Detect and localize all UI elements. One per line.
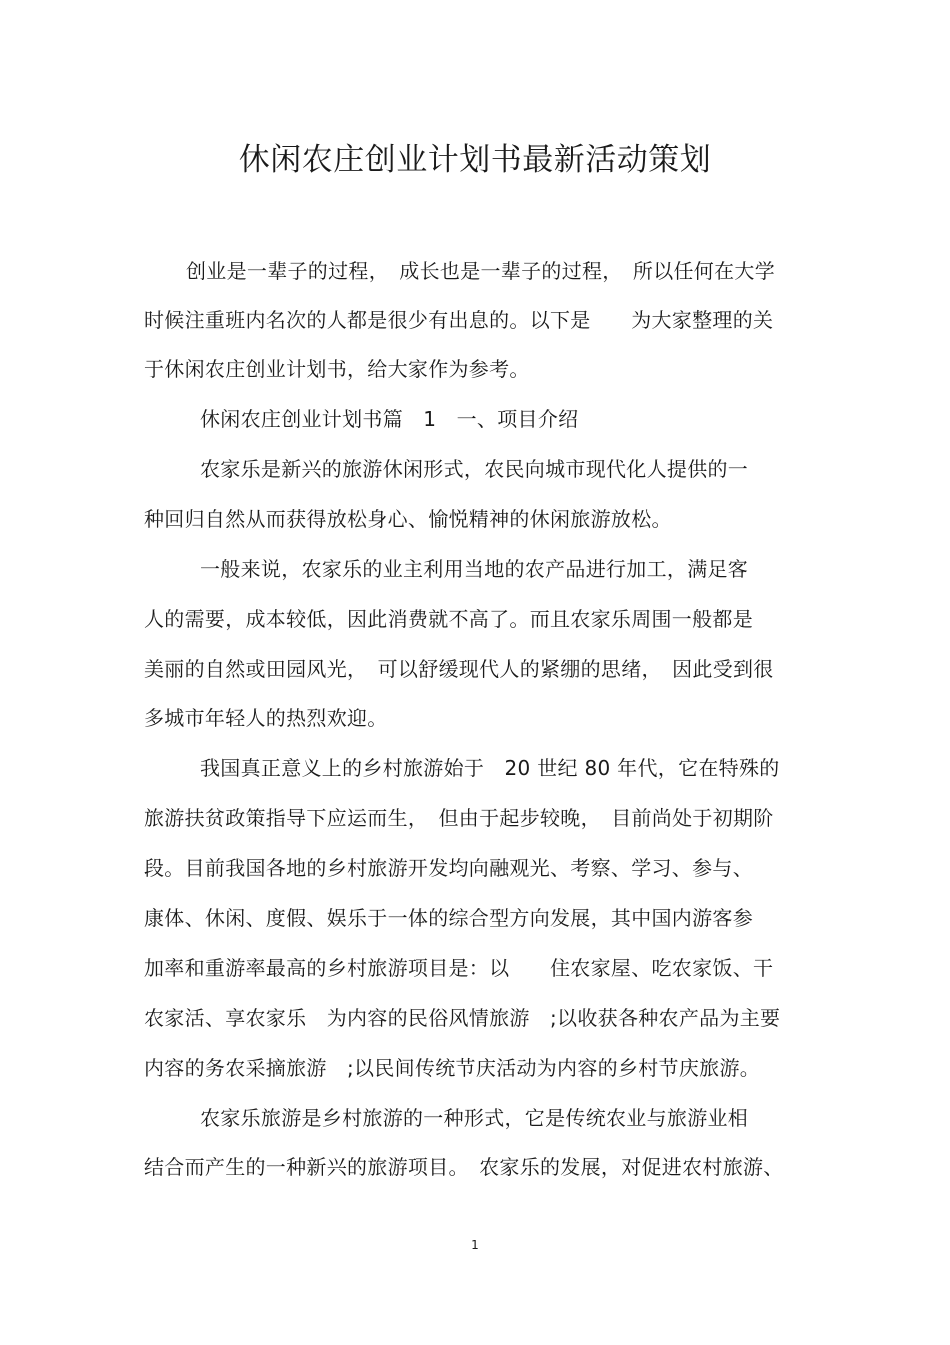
page-number: 1 (471, 1238, 479, 1252)
body-line: 内容的务农采摘旅游 ;以民间传统节庆活动为内容的乡村节庆旅游。 (144, 1056, 761, 1080)
body-line: 农家乐旅游是乡村旅游的一种形式，它是传统农业与旅游业相 (200, 1106, 749, 1130)
body-line: 创业是一辈子的过程， 成长也是一辈子的过程， 所以任何在大学 (186, 259, 775, 283)
body-line: 种回归自然从而获得放松身心、愉悦精神的休闲旅游放松。 (144, 507, 672, 531)
body-line: 人的需要，成本较低，因此消费就不高了。而且农家乐周围一般都是 (144, 607, 753, 631)
body-line: 于休闲农庄创业计划书，给大家作为参考。 (144, 357, 530, 381)
body-line: 农家活、享农家乐 为内容的民俗风情旅游 ;以收获各种农产品为主要 (144, 1006, 781, 1030)
body-line: 我国真正意义上的乡村旅游始于 20 世纪 80 年代，它在特殊的 (200, 756, 780, 780)
body-line: 美丽的自然或田园风光， 可以舒缓现代人的紧绷的思绪， 因此受到很 (144, 657, 774, 681)
section-heading: 休闲农庄创业计划书篇 1 一、项目介绍 (200, 407, 579, 431)
body-line: 段。目前我国各地的乡村旅游开发均向融观光、考察、学习、参与、 (144, 856, 753, 880)
body-line: 农家乐是新兴的旅游休闲形式，农民向城市现代化人提供的一 (200, 457, 749, 481)
body-line: 康体、休闲、度假、娱乐于一体的综合型方向发展，其中国内游客参 (144, 906, 753, 930)
body-line: 时候注重班内名次的人都是很少有出息的。以下是 为大家整理的关 (144, 308, 774, 332)
body-line: 结合而产生的一种新兴的旅游项目。 农家乐的发展，对促进农村旅游、 (144, 1155, 784, 1179)
document-title: 休闲农庄创业计划书最新活动策划 (238, 142, 712, 178)
body-line: 一般来说，农家乐的业主利用当地的农产品进行加工，满足客 (200, 557, 749, 581)
body-line: 加率和重游率最高的乡村旅游项目是：以 住农家屋、吃农家饭、干 (144, 956, 774, 980)
body-line: 旅游扶贫政策指导下应运而生， 但由于起步较晚， 目前尚处于初期阶 (144, 806, 774, 830)
body-line: 多城市年轻人的热烈欢迎。 (144, 706, 388, 730)
